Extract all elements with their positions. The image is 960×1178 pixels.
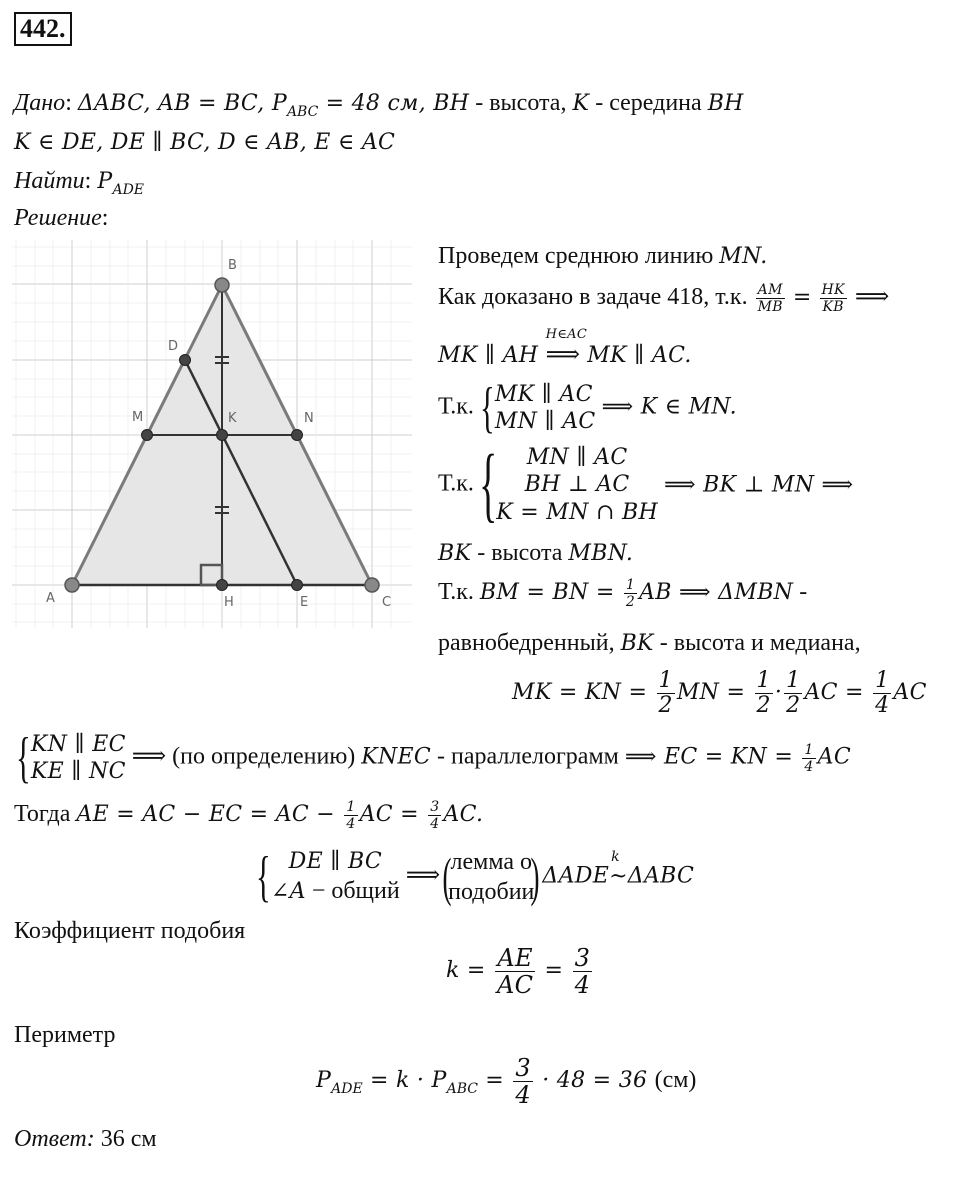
step-4-result: ⟹ K ∈ MN.	[601, 394, 737, 420]
step-10	[14, 727, 851, 789]
point-c	[365, 578, 379, 592]
brace-icon: {	[16, 727, 31, 789]
step-7	[438, 578, 807, 609]
step-5-tk: Т.к.	[438, 470, 480, 497]
step-10-math3: AC	[817, 744, 851, 770]
brace-icon: {	[479, 438, 498, 531]
fraction-am-mb: $\frac{AM}{MB}$	[757, 282, 783, 315]
fraction-1-4-b: $\frac{1}{4}$	[804, 741, 814, 775]
fraction-ae-ac: $\frac{AE}{AC}$	[496, 944, 534, 999]
step-1	[438, 243, 768, 271]
step-16-p2: P	[431, 1068, 447, 1094]
point-m	[142, 430, 153, 441]
step-9-m3: AC =	[804, 680, 872, 706]
fraction-1-2-a: $\frac{1}{2}$	[658, 668, 673, 718]
find-label: Найти	[14, 168, 85, 194]
step-7-text: -	[793, 579, 808, 606]
answer-label: Ответ:	[14, 1126, 95, 1152]
step-6-math: BK	[438, 541, 472, 566]
solution-label: Решение	[14, 205, 102, 231]
paren-close-icon: )	[530, 847, 540, 907]
step-9	[512, 670, 927, 717]
step-11-math2: AC =	[359, 802, 427, 828]
given-line-1: Дано: ΔABC, AB = BC, $P_{ABC} = 48$ см, BH - высота, K - середина BH	[14, 90, 744, 120]
step-12	[256, 846, 694, 908]
label-m: M	[132, 410, 144, 425]
fraction-1-2-b: $\frac{1}{2}$	[756, 668, 771, 718]
point-k	[217, 430, 228, 441]
step-10-system: KN ∥ EC KE ∥ NC	[30, 731, 126, 784]
point-e	[292, 580, 303, 591]
step-12-arrow: ⟹	[405, 862, 441, 889]
find-sub: ADE	[112, 182, 145, 198]
fraction-3-4: $\frac{3}{4}$	[430, 799, 440, 832]
step-14-eq: =	[537, 958, 571, 984]
step-3-right: MK ∥ AC.	[579, 343, 692, 368]
label-a: A	[46, 591, 55, 606]
find-p: P	[97, 169, 113, 194]
find-line: Найти: $P_{ADE}$	[14, 168, 145, 198]
point-d	[180, 355, 191, 366]
step-9-m1: MK = KN =	[512, 680, 655, 706]
step-9-m4: AC	[893, 680, 927, 706]
step-16-sub: ADE	[331, 1081, 363, 1098]
step-14-k: k =	[446, 958, 493, 984]
fraction-1-2-c: $\frac{1}{2}$	[786, 668, 801, 718]
given-formula: ΔABC, AB = BC, P	[77, 91, 287, 116]
step-8	[438, 630, 861, 658]
step-8-text2: - высота и медиана,	[653, 630, 861, 656]
fraction-3-4-c: $\frac{3}{4}$	[515, 1054, 531, 1109]
step-10-math2: ⟹ EC = KN =	[624, 744, 801, 770]
step-2-text: Как доказано в задаче 418, т.к.	[438, 284, 754, 311]
step-3	[438, 327, 692, 370]
step-13: Коэффициент подобия	[14, 918, 246, 944]
similarity-sign: k ~	[609, 848, 628, 889]
point-n	[292, 430, 303, 441]
given-k: K	[572, 91, 590, 116]
given-bh-text: - высота,	[469, 90, 573, 116]
step-10-text2: - параллелограмм	[431, 743, 625, 770]
step-10-math: KNEC	[361, 744, 432, 770]
given-bh: BH	[433, 91, 470, 116]
lemma-note: лемма о подобии	[448, 849, 535, 906]
step-15: Периметр	[14, 1022, 116, 1048]
triangle-figure	[12, 240, 412, 628]
step-4	[438, 377, 737, 439]
step-16-unit: (см)	[654, 1067, 697, 1094]
label-c: C	[382, 595, 392, 610]
answer-line	[14, 1126, 157, 1154]
step-16-math2: =	[478, 1068, 512, 1094]
paren-open-icon: (	[442, 847, 452, 907]
step-7-math1: BM = BN =	[479, 580, 622, 606]
step-11-math3: AC.	[443, 802, 484, 828]
step-3-over: H∈AC	[545, 327, 588, 342]
step-3-arrow: ⟹	[545, 342, 580, 368]
step-16-math3: · 48 = 36	[534, 1068, 655, 1094]
step-3-arrow-group	[545, 327, 588, 370]
label-b: B	[228, 258, 237, 273]
step-6-math2: MBN.	[568, 541, 634, 566]
step-6-text: - высота	[471, 540, 569, 566]
step-16-p: P	[316, 1068, 332, 1094]
point-h	[217, 580, 228, 591]
step-12-math2: ΔABC	[627, 863, 695, 889]
step-10-text1: (по определению)	[172, 743, 362, 770]
label-k: K	[228, 411, 237, 426]
step-14	[446, 946, 594, 997]
point-a	[65, 578, 79, 592]
fraction-1-4-c: $\frac{1}{4}$	[346, 799, 356, 832]
point-b	[215, 278, 229, 292]
step-12-math1: ΔADE	[542, 863, 610, 889]
step-3-left: MK ∥ AH	[438, 343, 546, 368]
step-1-math: MN.	[719, 244, 768, 269]
step-7-math2: AB ⟹ ΔMBN	[639, 580, 794, 606]
step-7-tk: Т.к.	[438, 579, 480, 606]
step-10-arrow: ⟹	[131, 743, 173, 770]
given-label: Дано	[14, 90, 66, 116]
fraction-1-4: $\frac{1}{4}$	[875, 668, 890, 718]
step-8-text: равнобедренный,	[438, 630, 621, 656]
step-11-text: Тогда	[14, 801, 77, 828]
fraction-1-2: $\frac{1}{2}$	[625, 577, 636, 610]
brace-icon: {	[256, 846, 271, 909]
given-rest: = 48 см,	[318, 91, 434, 116]
step-5-result: ⟹ BK ⊥ MN ⟹	[663, 472, 854, 498]
step-16-sub2: ABC	[446, 1081, 478, 1098]
fraction-hk-kb: $\frac{HK}{KB}$	[821, 282, 845, 315]
step-8-math: BK	[620, 631, 654, 656]
problem-number: 442.	[14, 12, 72, 46]
given-bh2: BH	[707, 91, 744, 116]
fraction-3-4-b: $\frac{3}{4}$	[574, 944, 591, 999]
step-4-tk: Т.к.	[438, 393, 480, 420]
step-5	[438, 438, 854, 531]
answer-value: 36 см	[94, 1126, 157, 1152]
step-5-system: MN ∥ AC BH ⊥ AC K = MN ∩ BH	[496, 444, 658, 525]
label-e: E	[300, 595, 309, 610]
step-2-impl: ⟹	[854, 284, 890, 311]
step-1-text: Проведем среднюю линию	[438, 243, 720, 269]
label-d: D	[168, 339, 179, 354]
step-9-m2: MN =	[676, 680, 753, 706]
given-sub: ABC	[286, 104, 319, 120]
label-h: H	[224, 595, 234, 610]
step-16	[316, 1056, 696, 1107]
step-9-dot: ·	[774, 680, 783, 706]
step-12-system: DE ∥ BC ∠A − общий	[270, 849, 400, 904]
brace-icon: {	[479, 377, 495, 439]
step-16-math1: = k ·	[362, 1068, 432, 1094]
step-4-system: MK ∥ AC MN ∥ AC	[494, 381, 596, 434]
step-11	[14, 800, 483, 831]
step-6	[438, 540, 633, 568]
label-n: N	[304, 411, 314, 426]
given-line-2: K ∈ DE, DE ∥ BC, D ∈ AB, E ∈ AC	[14, 130, 396, 155]
step-2-eq: =	[792, 285, 812, 311]
solution-label-line: Решение:	[14, 205, 109, 231]
step-2	[438, 283, 889, 314]
step-11-math1: AE = AC − EC = AC −	[76, 802, 343, 828]
given-k-text: - середина	[589, 90, 708, 116]
